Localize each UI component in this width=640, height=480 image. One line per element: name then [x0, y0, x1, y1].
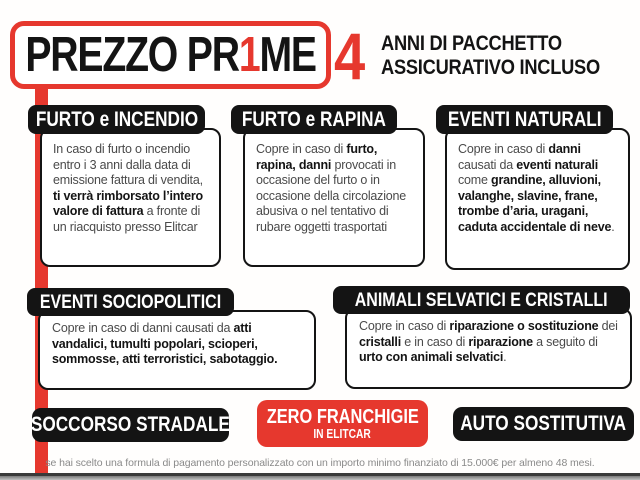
title-part-pre: PREZZO PR — [25, 27, 239, 82]
card-animali-cristalli-body: Copre in caso di riparazione o sostituzione dei cristalli e in caso di riparazione a seguito di urto con animali selvatici. — [359, 319, 618, 365]
card-eventi-naturali-body: Copre in caso di danni causati da eventi naturali come grandine, alluvioni, valanghe, slavine, frane, trombe d’aria, uragani, caduta accidentale di neve. — [458, 142, 615, 234]
card-furto-incendio — [40, 128, 221, 267]
disclaimer-text: se hai scelto una formula di pagamento personalizzato con un importo minimo finanziato di 15.000€ per almeno 48 mesi. — [45, 457, 595, 469]
card-furto-rapina — [243, 128, 425, 267]
title-part-accent: 1 — [238, 27, 260, 82]
ribbon-label-line1: ZERO FRANCHIGIE — [266, 405, 419, 428]
ribbon-label: AUTO SOSTITUTIVA — [460, 412, 627, 435]
page-title — [25, 27, 316, 82]
years-count: 4 — [334, 19, 366, 93]
card-animali-cristalli-title — [333, 286, 630, 314]
card-furto-rapina-body: Copre in caso di furto, rapina, danni provocati in occasione del furto o in occasione della circolazione abusiva o nel tentativo di rubare oggetti trasportati — [256, 142, 407, 234]
card-furto-incendio-body: In caso di furto o incendio entro i 3 anni dalla data di emissione fattura di vendita, ti verrà rimborsato l’intero valore di fattura a fronte di un riacquisto presso Elitcar — [53, 142, 203, 234]
card-eventi-sociopolitici — [38, 310, 316, 390]
ribbon-zero-franchigie — [257, 400, 428, 447]
card-eventi-sociopolitici-title — [27, 288, 234, 316]
card-eventi-sociopolitici-body: Copre in caso di danni causati da atti vandalici, tumulti popolari, scioperi, sommosse, atti terroristici, sabotaggio. — [52, 321, 278, 367]
title-bubble — [10, 21, 331, 89]
card-title-label: ANIMALI SELVATICI E CRISTALLI — [355, 288, 608, 311]
ribbon-label-line2: IN ELITCAR — [313, 426, 372, 441]
card-title-label: EVENTI SOCIOPOLITICI — [39, 290, 222, 313]
card-eventi-naturali-title — [436, 105, 613, 134]
card-title-label: EVENTI NATURALI — [447, 107, 602, 131]
years-caption-line2: ASSICURATIVO INCLUSO — [381, 55, 600, 80]
card-title-label: FURTO e RAPINA — [241, 107, 387, 131]
card-eventi-naturali — [445, 128, 630, 270]
card-furto-rapina-title — [231, 105, 397, 134]
years-caption — [381, 31, 600, 79]
card-furto-incendio-title — [28, 105, 205, 134]
bottom-edge-shadow — [0, 476, 640, 480]
years-caption-line1: ANNI DI PACCHETTO — [381, 31, 562, 55]
ribbon-auto-sostitutiva — [453, 407, 634, 441]
card-title-label: FURTO e INCENDIO — [35, 107, 198, 131]
card-animali-cristalli — [345, 308, 632, 389]
ribbon-soccorso-stradale — [32, 408, 229, 442]
ribbon-label: SOCCORSO STRADALE — [30, 413, 231, 436]
title-part-post: ME — [259, 27, 316, 82]
